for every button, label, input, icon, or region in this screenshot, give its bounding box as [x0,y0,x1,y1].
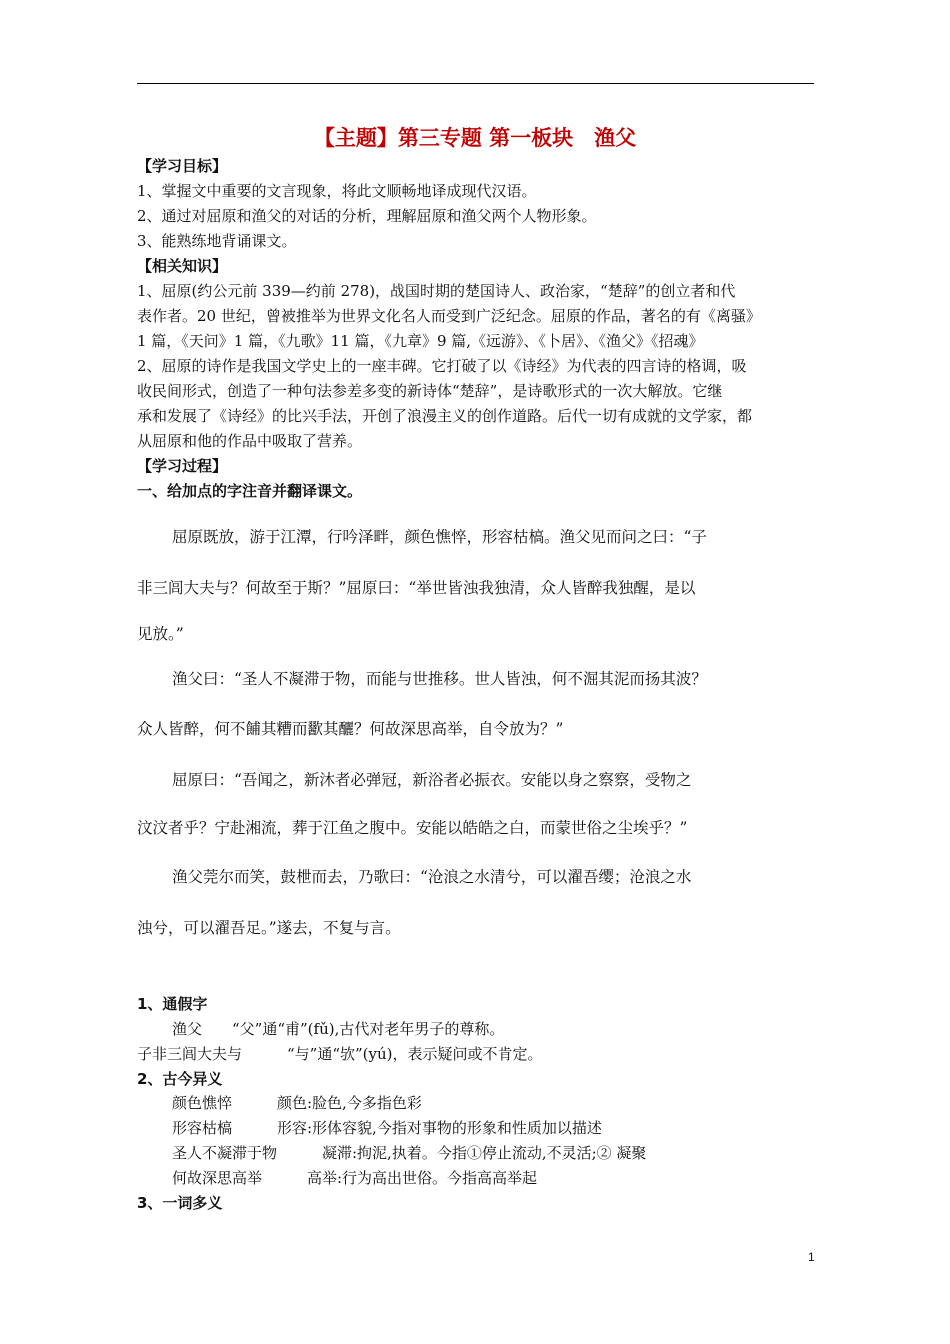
section-line: 子非三闾大夫与 “与”通“欤”(yú)，表示疑问或不肯定。 [137,1045,543,1063]
process-heading: 【学习过程】 [137,457,228,475]
knowledge-line: 1 篇，《天问》1 篇，《九歌》11 篇，《九章》9 篇,《远游》、《卜居》、《渔父》《招魂》 [137,332,704,350]
passage-line: 众人皆醉，何不餔其糟而歠其釃？何故深思高举，自令放为？” [137,720,564,738]
passage-line: 渔父莞尔而笑，鼓枻而去，乃歌曰：“沧浪之水清兮，可以濯吾缨；沧浪之水 [172,868,692,886]
page-title: 【主题】第三专题 第一板块 渔父 [313,126,637,150]
section-heading: 3、一词多义 [137,1194,223,1212]
knowledge-line: 收民间形式，创造了一种句法参差多变的新诗体“楚辞”，是诗歌形式的一次大解放。它继 [137,382,723,400]
knowledge-heading: 【相关知识】 [137,257,228,275]
passage-line: 汶汶者乎？宁赴湘流，葬于江鱼之腹中。安能以皓皓之白，而蒙世俗之尘埃乎？” [137,819,688,837]
section-heading: 1、通假字 [137,995,208,1013]
section-line: 何故深思高举 高举:行为高出世俗。今指高高举起 [172,1169,538,1187]
goals-heading: 【学习目标】 [137,157,228,175]
section-line: 圣人不凝滞于物 凝滞:拘泥,执着。今指①停止流动,不灵活;② 凝聚 [172,1144,647,1162]
knowledge-line: 从屈原和他的作品中吸取了营养。 [137,432,363,450]
goal-item: 1、掌握文中重要的文言现象，将此文顺畅地译成现代汉语。 [137,182,537,200]
section-line: 渔父 “父”通“甫”(fǔ),古代对老年男子的尊称。 [172,1020,505,1038]
header-rule [137,83,814,84]
passage-line: 渔父曰：“圣人不凝滞于物，而能与世推移。世人皆浊，何不淈其泥而扬其波？ [172,670,707,688]
passage-line: 屈原曰：“吾闻之，新沐者必弹冠，新浴者必振衣。安能以身之察察，受物之 [172,771,692,789]
goal-item: 3、能熟练地背诵课文。 [137,232,297,250]
passage-line: 见放。” [137,625,184,643]
knowledge-line: 表作者。20 世纪，曾被推举为世界文化名人而受到广泛纪念。屈原的作品，著名的有《离骚》 [137,307,761,325]
section-line: 形容枯槁 形容:形体容貌,今指对事物的形象和性质加以描述 [172,1119,602,1137]
page-number: 1 [808,1250,815,1264]
passage-line: 非三闾大夫与？何故至于斯？”屈原曰：“举世皆浊我独清，众人皆醉我独醒，是以 [137,579,696,597]
section-line: 颜色憔悴 颜色:脸色,今多指色彩 [172,1094,422,1112]
passage-line: 屈原既放，游于江潭，行吟泽畔，颜色憔悴，形容枯槁。渔父见而问之曰：“子 [172,528,707,546]
goal-item: 2、通过对屈原和渔父的对话的分析，理解屈原和渔父两个人物形象。 [137,207,597,225]
knowledge-line: 2、屈原的诗作是我国文学史上的一座丰碑。它打破了以《诗经》为代表的四言诗的格调，吸 [137,357,747,375]
section-heading: 2、古今异义 [137,1070,223,1088]
knowledge-line: 承和发展了《诗经》的比兴手法，开创了浪漫主义的创作道路。后代一切有成就的文学家，都 [137,407,753,425]
passage-line: 浊兮，可以濯吾足。”遂去，不复与言。 [137,919,401,937]
task-heading: 一、给加点的字注音并翻译课文。 [137,482,363,500]
knowledge-line: 1、屈原(约公元前 339—约前 278)，战国时期的楚国诗人、政治家，“楚辞”的创立者和代 [137,282,736,300]
